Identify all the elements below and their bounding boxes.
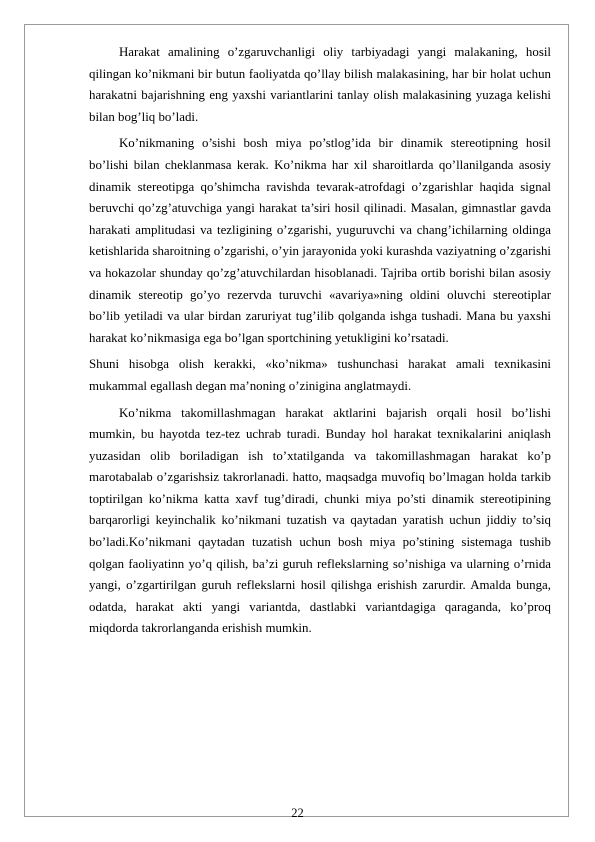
paragraph-3: Shuni hisobga olish kerakki, «ko’nikma» tushunchasi harakat amali texnikasini mukammal egallash degan ma’noning o’ziniginа anglatmaydi. [89,357,551,393]
paragraph-1: Harakat amalining o’zgaruvchanligi oliy tarbiyadagi yangi malakaning, hosil qilingan ko’nikmani bir butun faoliyatda qo’llay bilish malakasining, har bir holat uchun harakatni bajarishning eng yaxshi variantlarini tanlay olish malakasining yuzaga kelishi bilan bog’liq bo’ladi. [89,45,551,124]
document-body [89,42,551,645]
paragraph-2: Ko’nikmaning o’sishi bosh miya po’stlog’ida bir dinamik stereotipning hosil bo’lishi bilan cheklanmasa kerak. Ko’nikma har xil sharoitlarda qo’llanilganda asosiy dinamik stereotipga qo’shimcha ravishda tevarak-atrofdagi o’zgarishlar haqida signal beruvchi qo’zg’atuvchiga yangi harakat ta’siri hosil qilinadi. Masalan, gimnastlar gavda harakati amplitudasi va tezligining o’zgarishi, yuguruvchi va chang’ichilarning oldinga ketishlarida sharoitning o’zgarishi, o’yin jarayonida yoki kurashda vaziyatning o’zgarishi va hokazolar shunday qo’zg’atuvchilardan hisoblanadi. Tajriba ortib borishi bilan asosiy dinamik stereotip go’yo rezervda turuvchi «avariya»ning oldini oluvchi stereotiplar bo’lib yetiladi va ular birdan zaruriyat tug’ilib qolganda ishga tushadi. Mana bu yaxshi harakat ko’nikmasiga ega bo’lgan sportchining yetukligini ko’rsatadi. [89,136,551,345]
paragraph-4: Ko’nikma takomillashmagan harakat aktlarini bajarish orqali hosil bo’lishi mumkin, bu hayotda tez-tez uchrab turadi. Bunday hol harakat texnikalarini aniqlash yuzasidan olib boriladigan ish to’xtatilganda va takomillashmagan harakat ko’p marotabalab o’zgarishsiz takrorlanadi. hatto, maqsadga muvofiq bo’lmagan holda tarkib toptirilgan ko’nikma katta xavf tug’diradi, chunki miya po’sti dinamik stereotipining barqarorligi keyinchalik ko’nikmani tuzatish va qaytadan yaratish uchun jiddiy to’siq bo’ladi.Ko’nikmani qaytadan tuzatish uchun bosh miya po’stining sistemaga tushib qolgan faoliyatinn yo’q qilish, ba’zi guruh reflekslarning so’nishiga va ularning o’rnida yangi, o’zgartirilgan guruh reflekslarni hosil qilishga erishish zarurdir. Amalda bunga, odatda, harakat akti yangi variantda, dastlabki variantdagiga qaraganda, ko’proq miqdorda takrorlanganda erishish mumkin. [89,405,551,636]
page-number: 22 [291,806,304,820]
